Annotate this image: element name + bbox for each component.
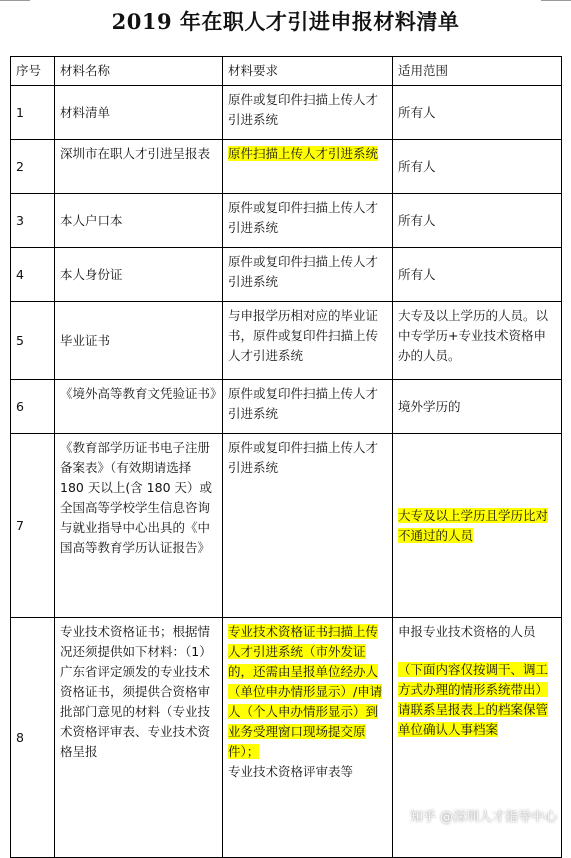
table-row [11,194,562,248]
table-row [11,302,562,380]
row-scope-highlight: （下面内容仅按调干、调工方式办理的情形系统带出） [398,662,549,697]
row-scope: 大专及以上学历的人员。以中专学历+专业技术资格申办的人员。 [393,302,562,380]
row-scope-highlight: 大专及以上学历且学历比对不通过的人员 [398,507,549,543]
row-scope: 所有人 [393,194,562,248]
header-scope: 适用范围 [393,57,562,86]
row-req: 原件或复印件扫描上传人才引进系统 [223,86,393,140]
row-scope [393,434,562,618]
row-scope-highlight-2: 请联系呈报表上的档案保管单位确认人事档案 [398,702,549,737]
row-no: 3 [11,194,55,248]
row-no: 4 [11,248,55,302]
row-scope: 所有人 [393,248,562,302]
row-scope-line: 申报专业技术资格的人员 [398,624,536,639]
row-name: 深圳市在职人才引进呈报表 [55,140,223,194]
row-req [223,618,393,858]
table-row [11,86,562,140]
row-name: 本人户口本 [55,194,223,248]
watermark: 知乎 @深圳人才指导中心 [409,810,557,825]
row-scope: 境外学历的 [393,380,562,434]
row-no: 7 [11,434,55,618]
header-req: 材料要求 [223,57,393,86]
row-scope: 所有人 [393,86,562,140]
materials-table [10,56,562,858]
row-name: 材料清单 [55,86,223,140]
row-req [223,140,393,194]
top-rule-left [0,0,30,1]
row-req-highlight: 专业技术资格证书扫描上传人才引进系统（市外发证的，还需由呈报单位经办人（单位申办情形显示）/申请人（个人申办情形显示）到业务受理窗口现场提交原件）； [228,624,383,759]
table-row [11,434,562,618]
row-no: 6 [11,380,55,434]
row-name: 《境外高等教育文凭验证书》 [55,380,223,434]
page-title: 2019 年在职人才引进申报材料清单 [111,9,460,34]
row-req-highlight: 原件扫描上传人才引进系统 [228,146,379,161]
row-req: 与申报学历相对应的毕业证书，原件或复印件扫描上传人才引进系统 [223,302,393,380]
table-row [11,140,562,194]
row-name: 《教育部学历证书电子注册备案表》（有效期请选择 180 天以上(含 180 天）或全国高等学校学生信息咨询与就业指导中心出具的《中国高等教育学历认证报告》 [55,434,223,618]
table-row [11,248,562,302]
row-no: 8 [11,618,55,858]
row-name: 专业技术资格证书；根据情况还须提供如下材料：（1）广东省评定颁发的专业技术资格证书，须提供合资格审批部门意见的材料（专业技术资格评审表、专业技术资格呈报 [55,618,223,858]
row-no: 2 [11,140,55,194]
row-req: 原件或复印件扫描上传人才引进系统 [223,248,393,302]
row-req: 原件或复印件扫描上传人才引进系统 [223,380,393,434]
row-no: 1 [11,86,55,140]
row-name: 本人身份证 [55,248,223,302]
table-row [11,380,562,434]
header-name: 材料名称 [55,57,223,86]
top-rule-right [541,0,571,1]
row-no: 5 [11,302,55,380]
row-scope: 所有人 [393,140,562,194]
row-req-continued: 专业技术资格评审表等 [228,764,354,779]
row-req: 原件或复印件扫描上传人才引进系统 [223,434,393,618]
header-row [11,57,562,86]
row-req: 原件或复印件扫描上传人才引进系统 [223,194,393,248]
row-name: 毕业证书 [55,302,223,380]
header-no: 序号 [11,57,55,86]
